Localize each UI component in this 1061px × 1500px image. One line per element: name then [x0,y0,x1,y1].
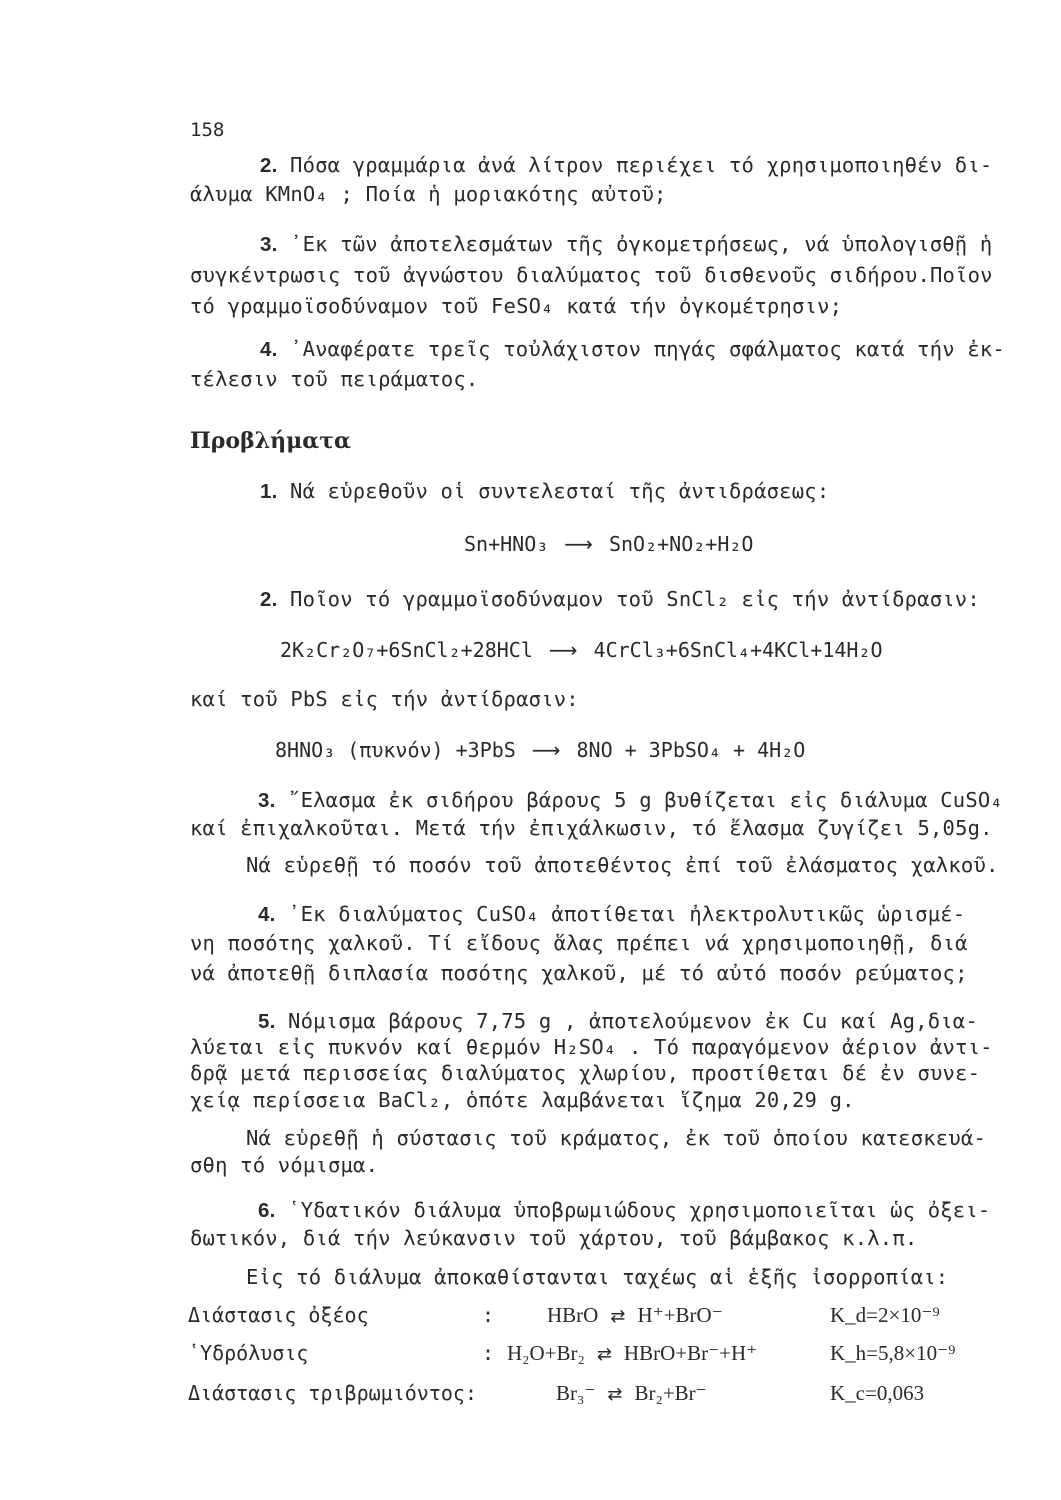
problem-text: Νά εὑρεθοῦν οἱ συντελεσταί τῆς ἀντιδράσεως: [290,479,830,503]
equation-pbs [275,737,805,763]
equation-reactants: 8HNO₃ (πυκνόν) +3PbS [275,738,516,762]
problem-2-line-2: καί τοῦ PbS εἰς τήν ἀντίδρασιν: [190,687,579,711]
equilibrium-name: Διάστασις τριβρωμιόντος: [188,1381,477,1405]
problem-5-line-3: δρᾷ μετά περισσείας διαλύματος χλωρίου, προστίθεται δέ ἐν συνε- [190,1061,981,1085]
problem-3-line-2: καί ἐπιχαλκοῦται. Μετά τήν ἐπιχάλκωσιν, τό ἔλασμα ζυγίζει 5,05g. [190,816,993,840]
problem-number: 1. [260,480,278,503]
problem-5-line-5: Νά εὑρεθῇ ἡ σύστασις τοῦ κράματος, ἐκ τοῦ ὁποίου κατεσκευά- [246,1126,986,1150]
question-2-line-1 [260,152,992,179]
equilibrium-reaction [547,1302,723,1330]
equation-products: SnO₂+NO₂+H₂O [608,532,754,556]
problem-3-line-3: Νά εὑρεθῇ τό ποσόν τοῦ ἀποτεθέντος ἐπί τοῦ ἐλάσματος χαλκοῦ. [246,853,999,877]
equilibrium-left: H₂O+Br₂ [507,1341,585,1365]
equilibrium-arrow-icon: ⇄ [596,1344,612,1365]
problem-text: ῎Ελασμα ἐκ σιδήρου βάρους 5 g βυθίζεται εἰς διάλυμα CuSO₄ [288,788,1003,812]
problem-4-line-3: νά ἀποτεθῇ διπλασία ποσότης χαλκοῦ, μέ τό αὐτό ποσόν ρεύματος; [190,961,968,985]
problem-3-line-1 [258,787,1003,814]
problem-number: 2. [260,588,278,611]
question-4-line-2: τέλεσιν τοῦ πειράματος. [190,367,479,391]
equilibrium-constant: K_d=2×10⁻⁹ [830,1303,940,1327]
problem-4-line-2: νη ποσότης χαλκοῦ. Τί εἴδους ἅλας πρέπει νά χρησιμοποιηθῇ, διά [190,931,968,955]
problem-number: 5. [258,1010,276,1033]
problem-number: 3. [258,789,276,812]
reaction-arrow-icon: ⟶ [564,532,593,556]
problem-text: ᾿Εκ διαλύματος CuSO₄ ἀποτίθεται ἠλεκτρολυτικῶς ὡρισμέ- [288,902,966,926]
question-3-line-1 [260,231,992,258]
question-text: ᾿Εκ τῶν ἀποτελεσμάτων τῆς ὀγκομετρήσεως, νά ὑπολογισθῇ ἡ [290,232,993,256]
equation-reactants: 2K₂Cr₂O₇+6SnCl₂+28HCl [280,638,533,662]
question-3-line-3: τό γραμμοϊσοδύναμον τοῦ FeSO₄ κατά τήν ὀγκομέτρησιν; [190,294,843,318]
question-3-line-2: συγκέντρωσις τοῦ ἀγνώστου διαλύματος τοῦ δισθενοῦς σιδήρου.Ποῖον [190,263,993,287]
problem-2-line-1 [260,586,980,613]
problem-5-line-1 [258,1008,978,1035]
equilibrium-colon: : [482,1341,495,1365]
page-number: 158 [190,119,225,141]
equilibrium-reaction [507,1340,757,1368]
question-text: ᾿Αναφέρατε τρεῖς τοὐλάχιστον πηγάς σφάλματος κατά τήν ἐκ- [290,337,1005,361]
question-number: 3. [260,233,278,256]
problem-text: Νόμισμα βάρους 7,75 g , ἀποτελούμενον ἐκ Cu καί Ag,δια- [288,1009,978,1033]
question-text: Πόσα γραμμάρια ἀνά λίτρον περιέχει τό χρησιμοποιηθέν δι- [290,153,993,177]
equation-dichromate [280,637,883,663]
equilibrium-arrow-icon: ⇄ [610,1306,626,1327]
problem-6-line-3: Εἰς τό διάλυμα ἀποκαθίστανται ταχέως αἱ ἑξῆς ἰσορροπίαι: [246,1265,949,1289]
problem-number: 4. [258,903,276,926]
equation-reactants: Sn+HNO₃ [464,532,549,556]
equilibrium-constant: K_c=0,063 [830,1381,925,1405]
equation-products: 8NO + 3PbSO₄ + 4H₂O [576,738,806,762]
problem-number: 6. [258,1199,276,1222]
problem-text: Ποῖον τό γραμμοϊσοδύναμον τοῦ SnCl₂ εἰς τήν ἀντίδρασιν: [290,587,980,611]
reaction-arrow-icon: ⟶ [531,738,561,762]
problem-4-line-1 [258,901,965,928]
equation-products: 4CrCl₃+6SnCl₄+4KCl+14H₂O [593,638,883,662]
equilibrium-right: H⁺+BrO⁻ [637,1303,723,1327]
equilibrium-colon: : [482,1303,495,1327]
equilibrium-right: HBrO+Br⁻+H⁺ [623,1341,758,1365]
problem-6-line-2: δωτικόν, διά τήν λεύκανσιν τοῦ χάρτου, τοῦ βάμβακος κ.λ.π. [190,1226,918,1250]
equilibrium-constant: K_h=5,8×10⁻⁹ [830,1341,956,1365]
section-title: Προβλήματα [190,428,351,454]
question-number: 2. [260,154,278,177]
equilibrium-name: Διάστασις ὀξέος [188,1303,369,1327]
problem-1-line-1 [260,478,829,505]
equilibrium-right: Br₂+Br⁻ [634,1381,707,1405]
question-4-line-1 [260,336,1005,363]
equilibrium-arrow-icon: ⇄ [607,1384,623,1405]
equilibrium-name: ῾Υδρόλυσις [188,1341,309,1365]
problem-text: ῾Υδατικόν διάλυμα ὑποβρωμιώδους χρησιμοποιεῖται ὡς ὀξει- [288,1198,991,1222]
problem-5-line-6: σθη τό νόμισμα. [190,1153,379,1177]
problem-5-line-2: λύεται εἰς πυκνόν καί θερμόν H₂SO₄ . Τό παραγόμενον ἀέριον ἀντι- [190,1035,993,1059]
reaction-arrow-icon: ⟶ [548,638,578,662]
problem-5-line-4: χείᾳ περίσσεια BaCl₂, ὁπότε λαμβάνεται ἵζημα 20,29 g. [190,1088,855,1112]
question-2-line-2: άλυμα KMnO₄ ; Ποία ἡ μοριακότης αὐτοῦ; [190,182,667,206]
equilibrium-reaction [556,1380,707,1408]
equilibrium-left: Br₃⁻ [556,1381,596,1405]
equilibrium-left: HBrO [547,1303,599,1327]
question-number: 4. [260,338,278,361]
equation-sn-hno3 [464,531,753,557]
problem-6-line-1 [258,1197,990,1224]
